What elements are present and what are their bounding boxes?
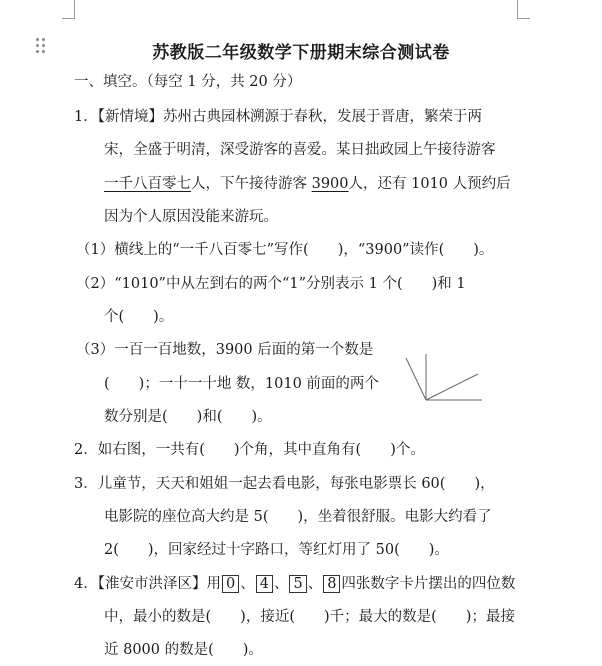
q1-tag: 【新情境】 (97, 109, 163, 125)
digit-card: 8 (323, 575, 340, 593)
q1-line-3 (104, 174, 511, 194)
q3-line-2: 电影院的座位高大约是 5( )，坐着很舒服。电影大约看了 (104, 509, 492, 525)
q4-separator: 、 (240, 576, 255, 592)
q4-text-post: 四张数字卡片摆出的四位数 (341, 576, 516, 592)
page-title: 苏教版二年级数学下册期末综合测试卷 (152, 43, 450, 63)
q4-separator: 、 (273, 576, 289, 592)
q2-text: 2．如右图，一共有( )个角，其中直角有( )个。 (74, 442, 425, 458)
q1-sub-3b: ( )；一十一十地 数，1010 前面的两个 (104, 376, 379, 392)
q1-sub-3c: 数分别是( )和( )。 (104, 409, 272, 425)
q1-sub-3a: （3）一百一百地数，3900 后面的第一个数是 (76, 342, 374, 358)
q4-line-1 (74, 574, 515, 594)
q1-underlined-3900: 3900 (311, 176, 349, 192)
q4-tag: 【淮安市洪泽区】 (97, 576, 207, 592)
q4-text-pre: 用 (206, 576, 221, 592)
q4-separator: 、 (307, 576, 323, 592)
page-corner-mark-left (62, 0, 75, 19)
q1-text-3a: 人，下午接待游客 (191, 176, 312, 192)
digit-card: 5 (289, 575, 306, 593)
q4-line-3: 近 8000 的数是( )。 (104, 642, 263, 658)
q1-sub-2b: 个( )。 (104, 309, 174, 325)
q1-sub-1: （1）横线上的“一千八百零七”写作( )，“3900”读作( )。 (76, 242, 494, 258)
digit-card: 4 (256, 575, 273, 593)
q1-text-3b: 人，还有 1010 人预约后 (348, 176, 511, 192)
q4-line-2: 中，最小的数是( )，接近( )千；最大的数是( )；最接 (104, 609, 515, 625)
section-heading: 一、填空。（每空 1 分，共 20 分） (74, 74, 302, 90)
q1-text-1: 苏州古典园林溯源于春秋，发展于晋唐，繁荣于两 (162, 109, 482, 125)
q4-number: 4． (74, 576, 98, 592)
angle-ray-left (406, 358, 426, 400)
page-corner-mark-right (517, 0, 530, 19)
q3-line-3: 2( )，回家经过十字路口，等红灯用了 50( )。 (104, 542, 449, 558)
angle-ray-diagonal (426, 374, 478, 400)
digit-card: 0 (222, 575, 239, 593)
q1-line-1 (74, 107, 482, 127)
q3-line-1: 3．儿童节，天天和姐姐一起去看电影，每张电影票长 60( )， (74, 476, 495, 492)
q1-line-2: 宋，全盛于明清，深受游客的喜爱。某日拙政园上午接待游客 (104, 142, 496, 158)
q1-underlined-number: 一千八百零七 (104, 176, 191, 192)
q1-line-4: 因为个人原因没能来游玩。 (104, 209, 278, 225)
q1-sub-2a: （2）“1010”中从左到右的两个“1”分别表示 1 个( )和 1 (76, 276, 466, 292)
angle-figure (398, 350, 486, 408)
q1-number: 1． (74, 109, 98, 125)
